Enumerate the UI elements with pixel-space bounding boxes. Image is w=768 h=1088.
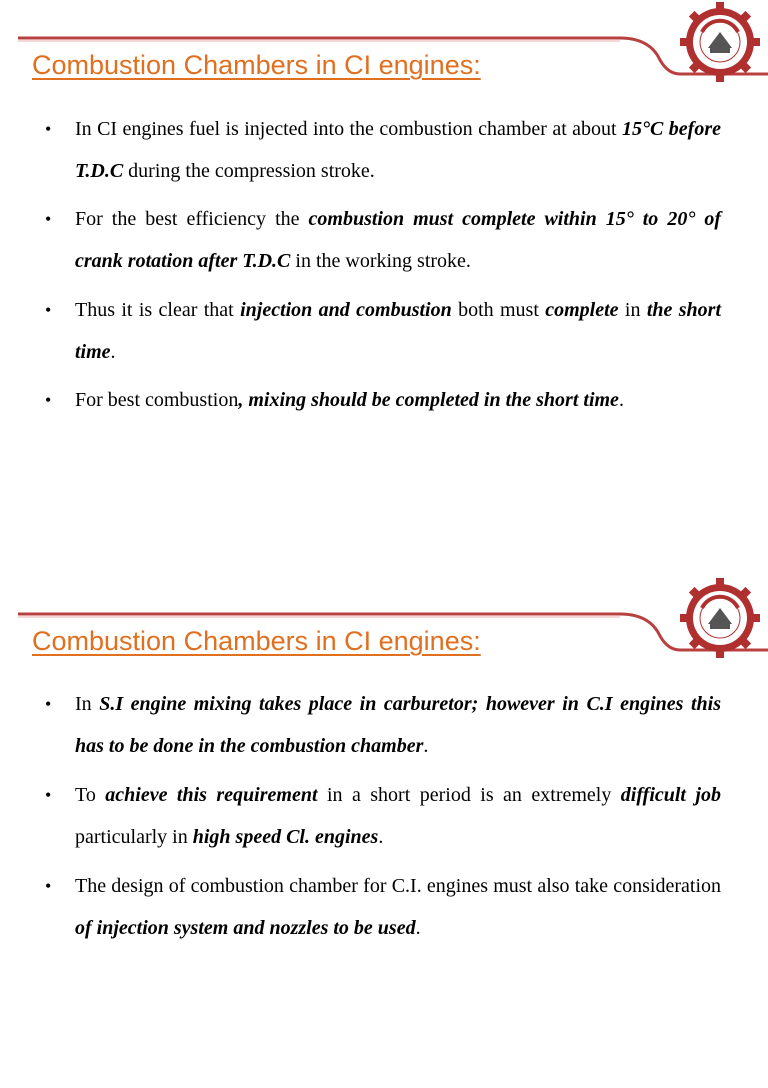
- emphasis-text: 15°C before T.D.C: [75, 118, 721, 182]
- plain-text: particularly in: [75, 826, 193, 848]
- plain-text: in a short period is an extremely: [317, 784, 621, 806]
- plain-text: Thus it is clear that: [75, 299, 241, 321]
- bullet-icon: •: [45, 785, 52, 805]
- bullet-item: [45, 289, 721, 373]
- bullet-text: [75, 379, 721, 421]
- bullet-icon: •: [45, 300, 52, 320]
- bullet-icon: •: [45, 876, 52, 896]
- plain-text: in the working stroke.: [290, 250, 471, 272]
- university-logo-icon: [680, 578, 760, 658]
- bullet-icon: •: [45, 390, 52, 410]
- bullet-text: [75, 683, 721, 767]
- bullet-item: [45, 108, 721, 192]
- bullet-text: [75, 108, 721, 192]
- plain-text: The design of combustion chamber for C.I. engines must also take consideration: [75, 875, 721, 897]
- plain-text: For best combustion: [75, 389, 239, 411]
- bullet-icon: •: [45, 119, 52, 139]
- plain-text: .: [423, 735, 429, 757]
- slide-title: Combustion Chambers in CI engines:: [32, 50, 481, 80]
- emphasis-text: difficult job: [620, 784, 721, 806]
- bullet-icon: •: [45, 694, 52, 714]
- bullet-item: [45, 198, 721, 282]
- plain-text: In CI engines fuel is injected into the combustion chamber at about: [75, 118, 623, 140]
- bullet-item: [45, 774, 721, 858]
- emphasis-text: complete: [545, 299, 619, 321]
- bullet-text: [75, 774, 721, 858]
- plain-text: To: [75, 784, 106, 806]
- plain-text: In: [75, 693, 100, 715]
- plain-text: .: [618, 389, 624, 411]
- emphasis-text: achieve this requirement: [105, 784, 318, 806]
- bullet-item: [45, 683, 721, 767]
- plain-text: during the compression stroke.: [123, 160, 375, 182]
- emphasis-text: combustion must complete within 15° to 20° of crank rotation after T.D.C: [75, 208, 721, 272]
- emphasis-text: S.I engine mixing takes place in carburetor; however in C.I engines this has to be done in the combustion chamber: [75, 693, 721, 757]
- plain-text: .: [415, 917, 421, 939]
- bullet-icon: •: [45, 209, 52, 229]
- plain-text: For the best efficiency the: [75, 208, 309, 230]
- bullet-text: [75, 865, 721, 949]
- plain-text: .: [110, 341, 116, 363]
- slide-1: [0, 0, 768, 512]
- plain-text: in: [618, 299, 647, 321]
- emphasis-text: the short time: [75, 299, 722, 363]
- plain-text: both must: [451, 299, 546, 321]
- slide-title: Combustion Chambers in CI engines:: [32, 626, 481, 656]
- bullet-item: [45, 379, 721, 421]
- slide-2: [0, 576, 768, 1088]
- emphasis-text: injection and combustion: [240, 299, 452, 321]
- bullet-text: [75, 289, 721, 373]
- bullet-item: [45, 865, 721, 949]
- emphasis-text: high speed Cl. engines: [192, 826, 379, 848]
- university-logo-icon: [680, 2, 760, 82]
- plain-text: .: [378, 826, 384, 848]
- bullet-text: [75, 198, 721, 282]
- emphasis-text: , mixing should be completed in the short time: [238, 389, 619, 411]
- emphasis-text: of injection system and nozzles to be used: [75, 917, 416, 939]
